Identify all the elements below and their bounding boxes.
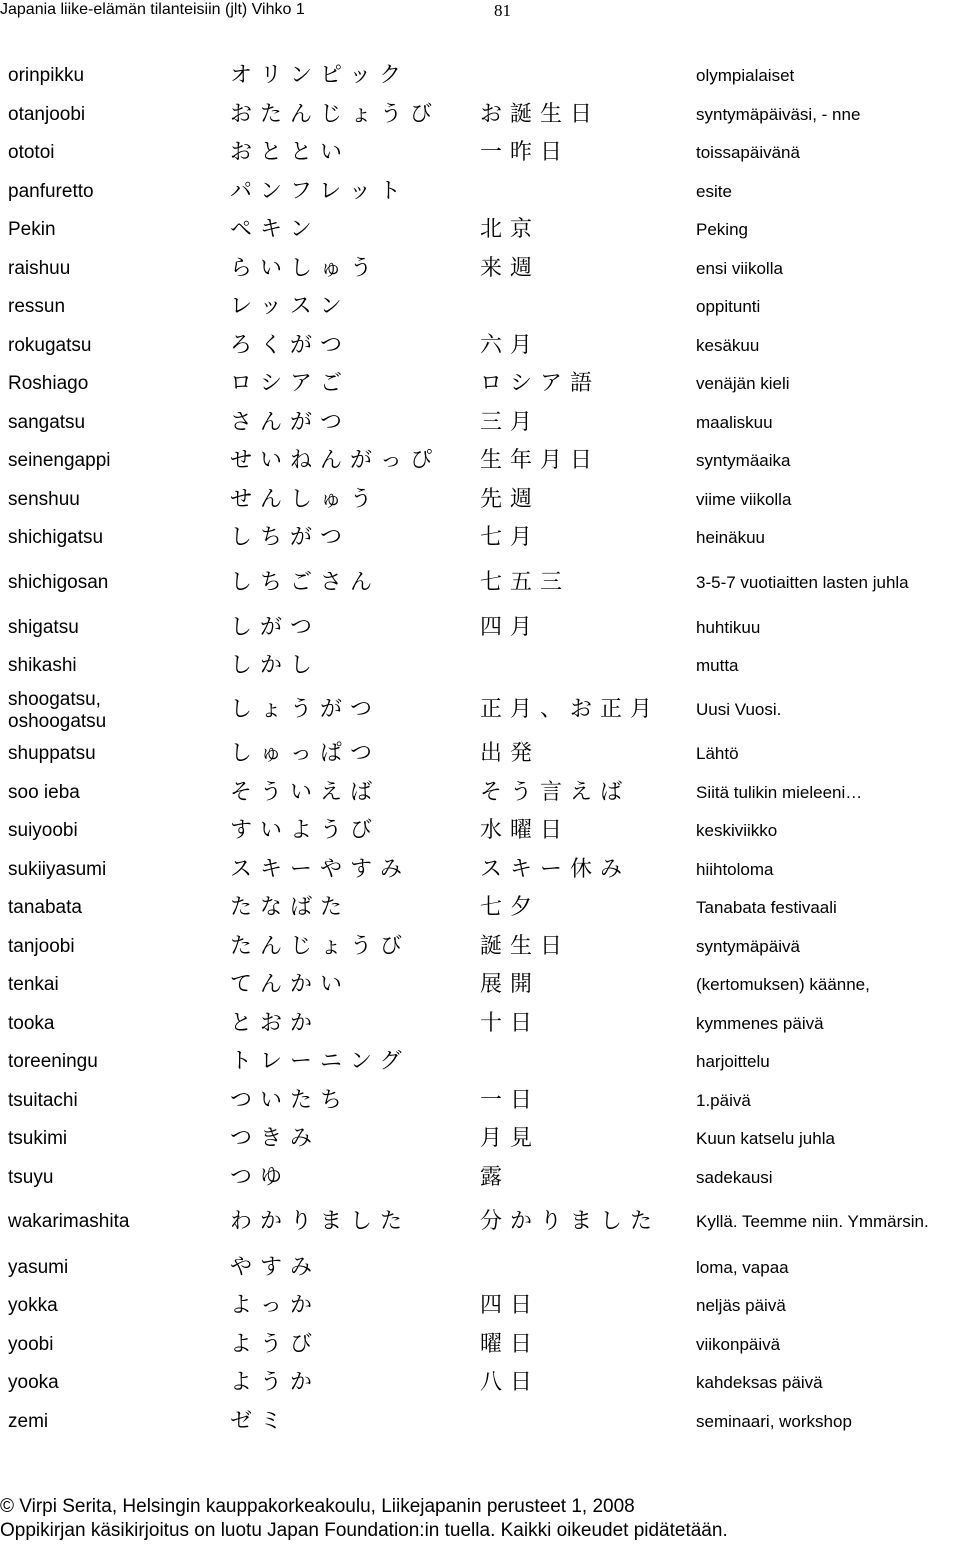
kana-cell: ようか [230, 1370, 321, 1395]
kanji-cell: 一日 [480, 1088, 541, 1113]
table-row [0, 525, 960, 551]
table-row [0, 857, 960, 883]
finnish-cell: viime viikolla [696, 490, 792, 509]
table-row [0, 63, 960, 89]
romaji-cell: wakarimashita [8, 1211, 130, 1232]
romaji-cell: ototoi [8, 142, 55, 163]
finnish-cell: sadekausi [696, 1168, 773, 1187]
table-row [0, 1293, 960, 1319]
kana-cell: オリンピック [230, 63, 410, 88]
kanji-cell: 三月 [480, 410, 541, 435]
kana-cell: そういえば [230, 780, 381, 805]
romaji-cell: toreeningu [8, 1051, 98, 1072]
page-header [0, 0, 960, 24]
finnish-cell: keskiviikko [696, 821, 778, 840]
romaji-cell: tsuyu [8, 1167, 54, 1188]
kana-cell: スキーやすみ [230, 857, 411, 882]
finnish-cell: toissapäivänä [696, 143, 800, 162]
romaji-cell: tsuitachi [8, 1090, 78, 1111]
kanji-cell: 一昨日 [480, 140, 571, 165]
finnish-cell: harjoittelu [696, 1052, 770, 1071]
romaji-line: oshoogatsu [8, 711, 107, 732]
romaji-cell: sukiiyasumi [8, 859, 107, 880]
romaji-cell: yoobi [8, 1334, 54, 1355]
romaji-cell: shichigatsu [8, 527, 104, 548]
kana-cell: よっか [230, 1293, 321, 1318]
kanji-cell: 正月、お正月 [480, 697, 661, 722]
kanji-cell: そう言えば [480, 780, 631, 805]
table-row [0, 1126, 960, 1152]
table-row [0, 1088, 960, 1114]
kanji-cell: 展開 [480, 972, 541, 997]
finnish-cell: Lähtö [696, 744, 739, 763]
table-row [0, 1255, 960, 1281]
table-row [0, 179, 960, 205]
kana-cell: てんかい [230, 972, 351, 997]
finnish-cell: neljäs päivä [696, 1296, 786, 1315]
romaji-cell: suiyoobi [8, 820, 78, 841]
romaji-cell: tanjoobi [8, 936, 75, 957]
kanji-cell: 七五三 [480, 570, 571, 595]
table-row [0, 140, 960, 166]
table-row [0, 780, 960, 806]
finnish-cell: Kuun katselu juhla [696, 1129, 835, 1148]
table-row [0, 1165, 960, 1191]
kanji-cell: お誕生日 [480, 102, 601, 127]
table-row [0, 1409, 960, 1435]
romaji-cell: shikashi [8, 655, 77, 676]
table-row [0, 1049, 960, 1075]
kanji-cell: 七月 [480, 525, 541, 550]
romaji-cell: shichigosan [8, 572, 109, 593]
kanji-cell: 水曜日 [480, 818, 571, 843]
copyright-line: © Virpi Serita, Helsingin kauppakorkeakoulu, Liikejapanin perusteet 1, 2008 [0, 1496, 635, 1517]
romaji-cell: panfuretto [8, 181, 94, 202]
kana-cell: パンフレット [230, 179, 409, 204]
romaji-cell: soo ieba [8, 782, 80, 803]
kana-cell: たなばた [230, 895, 351, 920]
romaji-cell: shuppatsu [8, 743, 96, 764]
table-row [0, 615, 960, 641]
kana-cell: せんしゅう [230, 487, 381, 512]
kana-cell: おととい [230, 140, 351, 165]
kanji-cell: 八日 [480, 1370, 541, 1395]
kanji-cell: 七夕 [480, 895, 541, 920]
table-row [0, 333, 960, 359]
funding-line: Oppikirjan käsikirjoitus on luotu Japan Foundation:in tuella. Kaikki oikeudet pidätetään. [0, 1520, 728, 1541]
kana-cell: しゅっぱつ [230, 741, 381, 766]
kanji-cell: 十日 [480, 1011, 541, 1036]
kana-cell: すいようび [230, 818, 381, 843]
romaji-cell: yokka [8, 1295, 58, 1316]
table-row [0, 487, 960, 513]
table-row [0, 1011, 960, 1037]
finnish-cell: syntymäaika [696, 451, 791, 470]
romaji-cell: orinpikku [8, 65, 85, 86]
kana-cell: しちごさん [230, 570, 381, 595]
romaji-cell: tanabata [8, 897, 82, 918]
kana-cell: ロシアご [230, 371, 351, 396]
romaji-cell: raishuu [8, 258, 71, 279]
table-row [0, 934, 960, 960]
kana-cell: レッスン [230, 294, 350, 319]
finnish-cell: venäjän kieli [696, 374, 790, 393]
kana-cell: ろくがつ [230, 333, 351, 358]
table-row [0, 1209, 960, 1235]
kana-cell: しがつ [230, 615, 321, 640]
finnish-cell: kahdeksas päivä [696, 1373, 823, 1392]
finnish-cell: syntymäpäivä [696, 937, 800, 956]
romaji-cell: shigatsu [8, 617, 79, 638]
kanji-cell: 来週 [480, 256, 541, 281]
table-row [0, 895, 960, 921]
finnish-cell: esite [696, 182, 732, 201]
romaji-cell: senshuu [8, 489, 80, 510]
kana-cell: ゼミ [230, 1409, 291, 1434]
finnish-cell: hiihtoloma [696, 860, 774, 879]
finnish-cell: mutta [696, 656, 739, 675]
kana-cell: ついたち [230, 1088, 351, 1113]
romaji-cell: tenkai [8, 974, 59, 995]
kanji-cell: 出発 [480, 741, 541, 766]
kanji-cell: 誕生日 [480, 934, 571, 959]
kanji-cell: 露 [480, 1165, 511, 1190]
finnish-cell: kesäkuu [696, 336, 760, 355]
kanji-cell: 先週 [480, 487, 541, 512]
finnish-cell: viikonpäivä [696, 1335, 781, 1354]
kana-cell: ペキン [230, 217, 320, 242]
table-row [0, 294, 960, 320]
romaji-cell: tooka [8, 1013, 55, 1034]
kana-cell: しかし [230, 653, 321, 678]
kana-cell: せいねんがっぴ [230, 448, 441, 473]
table-row [0, 371, 960, 397]
kana-cell: わかりました [230, 1209, 411, 1234]
romaji-cell: seinengappi [8, 450, 111, 471]
table-row [0, 217, 960, 243]
finnish-cell: 3-5-7 vuotiaitten lasten juhla [696, 573, 909, 592]
table-row [0, 102, 960, 128]
table-row [0, 1332, 960, 1358]
finnish-cell: heinäkuu [696, 528, 766, 547]
kana-cell: たんじょうび [230, 934, 411, 959]
kanji-cell: 四日 [480, 1293, 541, 1318]
romaji-cell: rokugatsu [8, 335, 92, 356]
kana-cell: さんがつ [230, 410, 351, 435]
document-title: Japania liike-elämän tilanteisiin (jlt) Vihko 1 [0, 1, 305, 18]
finnish-cell: huhtikuu [696, 618, 761, 637]
finnish-cell: kymmenes päivä [696, 1014, 824, 1033]
kana-cell: つゆ [230, 1165, 291, 1190]
romaji-cell: Pekin [8, 219, 56, 240]
kana-cell: つきみ [230, 1126, 321, 1151]
kana-cell: とおか [230, 1011, 321, 1036]
table-row [0, 818, 960, 844]
finnish-cell: maaliskuu [696, 413, 773, 432]
kana-cell: やすみ [230, 1255, 321, 1280]
finnish-cell: loma, vapaa [696, 1258, 789, 1277]
finnish-cell: seminaari, workshop [696, 1412, 852, 1431]
table-row [0, 448, 960, 474]
kanji-cell: 六月 [480, 333, 541, 358]
table-row [0, 1370, 960, 1396]
kanji-cell: 北京 [480, 217, 541, 242]
page-number: 81 [494, 1, 511, 20]
finnish-cell: Tanabata festivaali [696, 898, 837, 917]
kanji-cell: ロシア語 [480, 371, 601, 396]
finnish-cell: Kyllä. Teemme niin. Ymmärsin. [696, 1212, 929, 1231]
table-row [0, 410, 960, 436]
finnish-cell: oppitunti [696, 297, 761, 316]
romaji-line: shoogatsu, [8, 689, 101, 710]
finnish-cell: olympialaiset [696, 66, 795, 85]
kana-cell: トレーニング [230, 1049, 410, 1074]
table-row [0, 653, 960, 679]
kanji-cell: 生年月日 [480, 448, 601, 473]
finnish-cell: ensi viikolla [696, 259, 783, 278]
romaji-cell: yooka [8, 1372, 59, 1393]
kanji-cell: 分かりました [480, 1209, 661, 1234]
kana-cell: ようび [230, 1332, 321, 1357]
finnish-cell: Peking [696, 220, 748, 239]
romaji-cell: sangatsu [8, 412, 86, 433]
page-footer [0, 1495, 960, 1543]
kanji-cell: 四月 [480, 615, 541, 640]
table-row [0, 689, 960, 732]
kana-cell: おたんじょうび [230, 102, 441, 127]
finnish-cell: (kertomuksen) käänne, [696, 975, 870, 994]
kana-cell: らいしゅう [230, 256, 381, 281]
romaji-cell: Roshiago [8, 373, 89, 394]
kanji-cell: 月見 [480, 1126, 541, 1151]
kanji-cell: スキー休み [480, 857, 631, 882]
finnish-cell: 1.päivä [696, 1091, 751, 1110]
kana-cell: しちがつ [230, 525, 351, 550]
finnish-cell: Uusi Vuosi. [696, 700, 782, 719]
romaji-cell: zemi [8, 1411, 49, 1432]
kanji-cell: 曜日 [480, 1332, 541, 1357]
romaji-cell: tsukimi [8, 1128, 68, 1149]
kana-cell: しょうがつ [230, 697, 381, 722]
finnish-cell: Siitä tulikin mieleeni… [696, 783, 863, 802]
romaji-cell: yasumi [8, 1257, 69, 1278]
table-row [0, 256, 960, 282]
romaji-cell: ressun [8, 296, 66, 317]
table-row [0, 570, 960, 596]
table-row [0, 741, 960, 767]
finnish-cell: syntymäpäiväsi, - nne [696, 105, 861, 124]
table-row [0, 972, 960, 998]
romaji-cell: otanjoobi [8, 104, 86, 125]
romaji-cell [8, 689, 106, 733]
